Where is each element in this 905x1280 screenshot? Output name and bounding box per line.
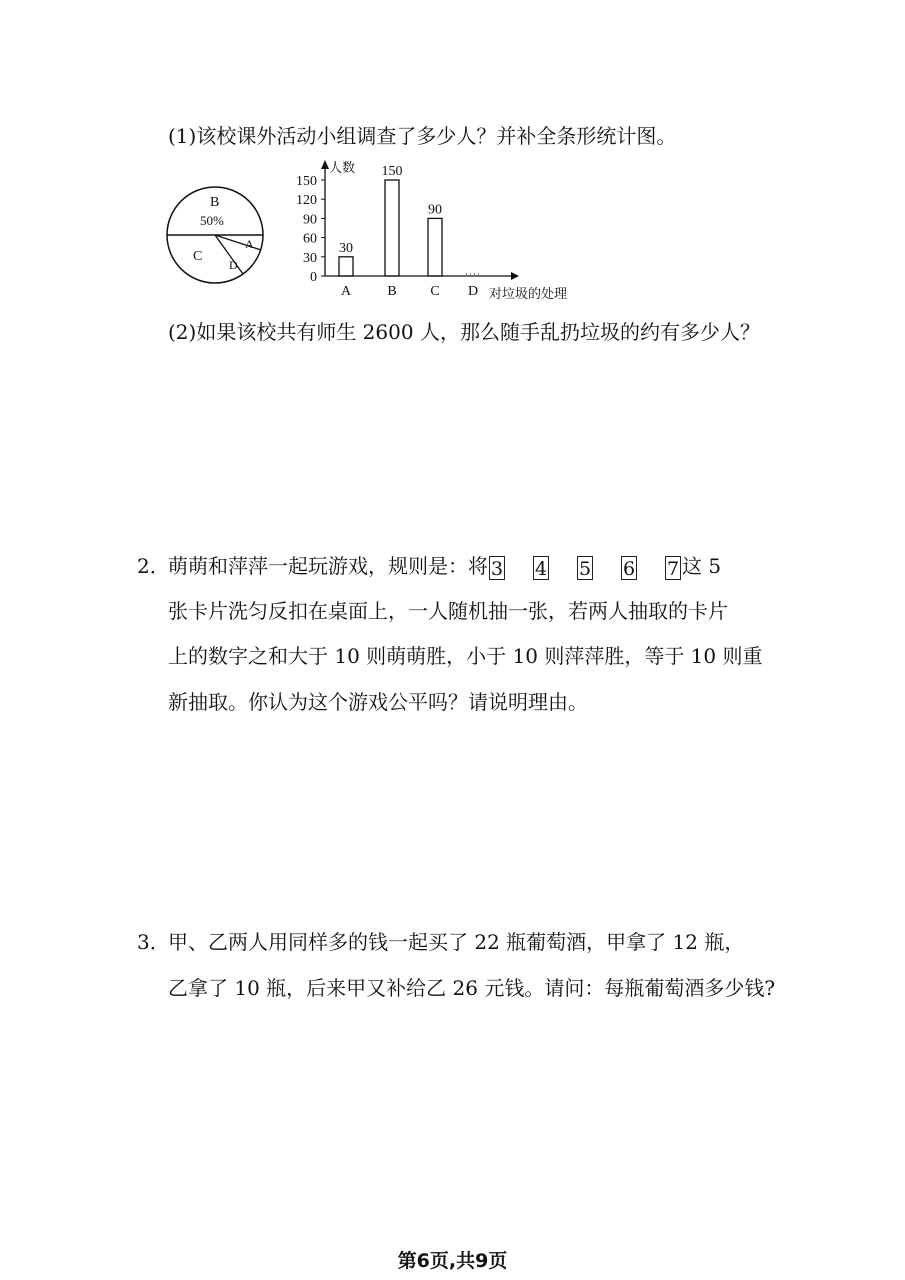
x-axis-label: 对垃圾的处理 [489,286,568,301]
pie-label-d: D [229,258,238,272]
q3-number: 3． [137,930,170,954]
q2-line2: 张卡片洗匀反扣在桌面上，一人随机抽一张，若两人抽取的卡片 [168,599,728,623]
pie-label-b-pct: 50% [200,213,224,228]
pie-label-a: A [245,237,254,251]
page-footer: 第6页,共9页 [397,1250,508,1272]
card-7: 7 [666,557,680,580]
bar-value-label-A: 30 [339,240,353,256]
bar-B [385,180,399,276]
card-5: 5 [578,557,592,580]
bar-chart [285,152,585,304]
y-axis-arrow [321,160,329,169]
pie-divider-a [215,235,261,250]
x-category-label-D: D [467,284,479,299]
q2-number: 2． [137,554,170,578]
q1-part1: (1)该校课外活动小组调查了多少人？并补全条形统计图。 [168,124,677,148]
y-tick-label: 120 [296,193,317,209]
q2-line4: 新抽取。你认为这个游戏公平吗？请说明理由。 [168,690,588,714]
y-tick-label: 150 [296,174,317,189]
bar-A [339,257,353,276]
card-3: 3 [490,557,504,580]
x-category-label-C: C [430,284,440,299]
q2-after-cards: 这 5 [682,554,722,578]
pie-chart [160,180,275,290]
y-tick-label: 90 [303,212,317,228]
card-6: 6 [622,557,636,580]
q3-line1: 甲、乙两人用同样多的钱一起买了 22 瓶葡萄酒，甲拿了 12 瓶， [168,930,745,954]
q1-part2: (2)如果该校共有师生 2600 人，那么随手乱扔垃圾的约有多少人？ [168,320,760,344]
y-tick-label: 0 [310,270,317,285]
y-tick-label: 60 [303,231,317,247]
bar-value-label-C: 90 [428,202,442,218]
pie-label-c: C [193,249,203,264]
q2-line3: 上的数字之和大于 10 则萌萌胜，小于 10 则萍萍胜，等于 10 则重 [168,644,763,668]
q3-line2: 乙拿了 10 瓶，后来甲又补给乙 26 元钱。请问：每瓶葡萄酒多少钱? [168,976,776,1000]
x-category-label-B: B [387,284,397,299]
y-tick-label: 30 [303,250,317,266]
x-category-label-A: A [340,284,352,299]
q2-line1 [168,552,721,580]
card-4: 4 [534,557,548,580]
y-axis-label: 人数 [329,160,356,175]
x-axis-arrow [511,272,519,280]
pie-label-b: B [210,195,220,210]
q2-lead: 萌萌和萍萍一起玩游戏，规则是：将 [168,554,488,578]
bar-C [428,218,442,276]
bar-value-label-B: 150 [381,164,403,179]
